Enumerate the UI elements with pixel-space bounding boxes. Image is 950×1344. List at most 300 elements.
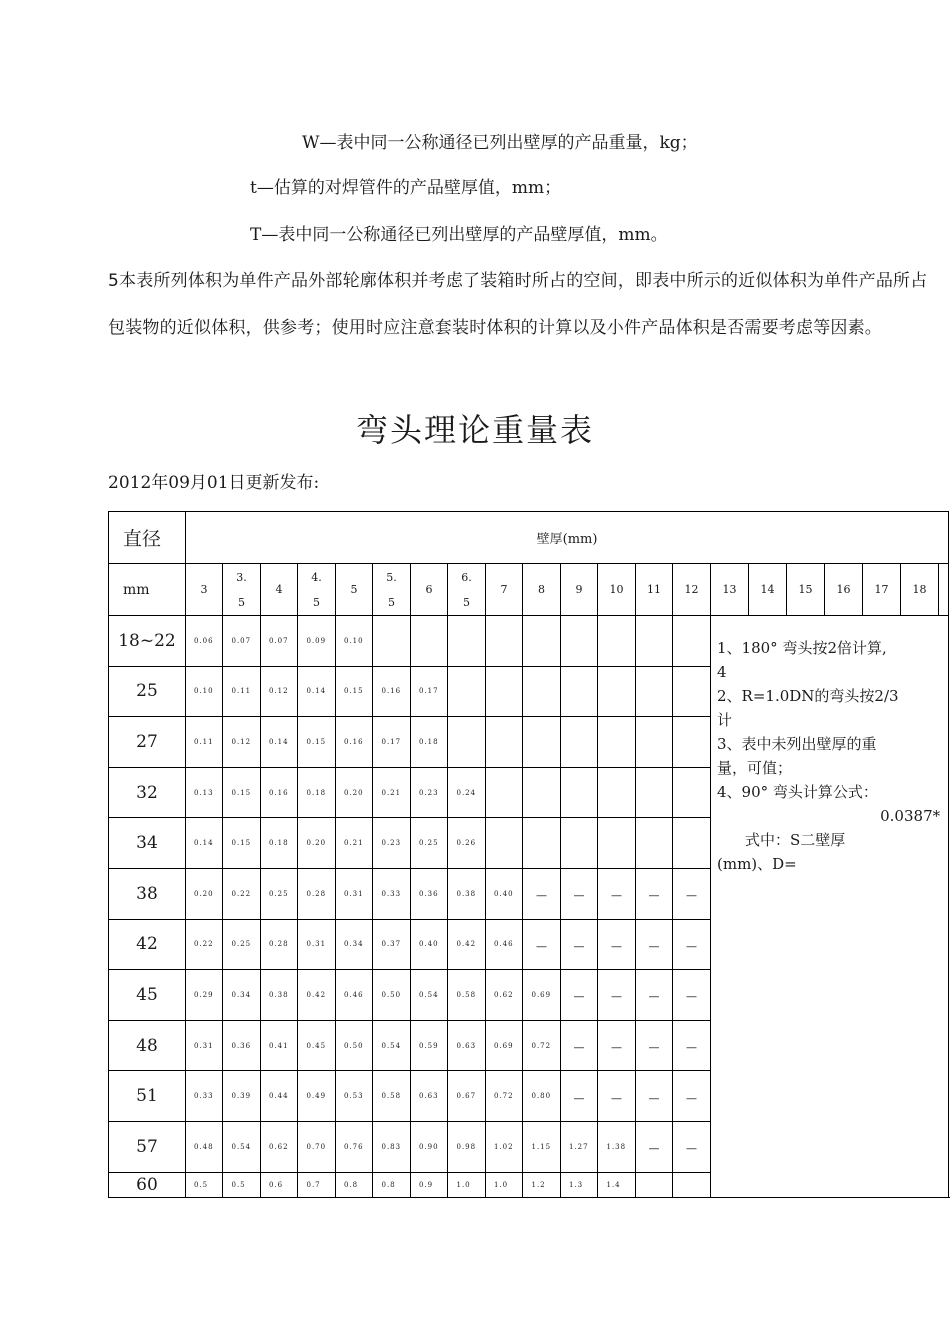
dash-value: — <box>686 1041 697 1055</box>
weight-value: 0.17 <box>381 737 402 746</box>
weight-cell <box>561 818 598 869</box>
weight-cell <box>561 1020 598 1071</box>
thickness-value: 3.5 <box>236 570 247 609</box>
unit-label: mm <box>109 564 186 616</box>
weight-cell <box>523 1020 561 1071</box>
thickness-col-header <box>598 564 636 616</box>
weight-value: 0.83 <box>381 1142 402 1151</box>
weight-cell <box>261 717 298 768</box>
weight-value: 0.17 <box>419 687 439 696</box>
thickness-col-header <box>825 564 863 616</box>
weight-value: 0.53 <box>344 1092 364 1101</box>
thickness-col-header <box>411 564 448 616</box>
weight-cell <box>636 868 673 919</box>
thickness-col-header <box>636 564 673 616</box>
weight-cell <box>411 1121 448 1172</box>
weight-value: 0.16 <box>344 737 364 746</box>
weight-value: 0.11 <box>231 687 252 696</box>
weight-value: 0.58 <box>456 990 477 999</box>
thickness-value: 4 <box>275 583 283 596</box>
weight-value: 0.07 <box>269 636 289 645</box>
thickness-col-header <box>749 564 787 616</box>
weight-value: 0.6 <box>269 1180 284 1189</box>
diameter-header: 直径 <box>109 512 186 564</box>
dash-value: — <box>573 889 585 903</box>
weight-cell <box>523 616 561 667</box>
weight-cell <box>261 666 298 717</box>
weight-cell <box>561 616 598 667</box>
weight-value: 0.24 <box>456 788 477 797</box>
weight-cell <box>373 1020 411 1071</box>
thickness-col-header <box>711 564 749 616</box>
note-line: 4、90° 弯头计算公式： <box>717 783 878 801</box>
weight-value: 0.90 <box>419 1142 439 1151</box>
weight-cell <box>523 1172 561 1197</box>
weight-cell <box>223 919 261 970</box>
weight-cell <box>373 1071 411 1122</box>
weight-value: 0.34 <box>344 940 364 949</box>
weight-cell <box>373 970 411 1021</box>
weight-value: 0.54 <box>381 1041 402 1050</box>
dash-value: — <box>611 990 622 1004</box>
weight-cell <box>261 919 298 970</box>
weight-cell <box>673 970 711 1021</box>
weight-cell <box>298 1071 336 1122</box>
weight-cell <box>411 1071 448 1122</box>
weight-value: 0.10 <box>194 687 214 696</box>
weight-cell <box>223 970 261 1021</box>
weight-cell <box>223 1020 261 1071</box>
weight-cell <box>336 616 373 667</box>
weight-cell <box>411 868 448 919</box>
dash-value: — <box>573 939 585 953</box>
weight-value: 1.4 <box>606 1180 621 1189</box>
weight-cell <box>186 767 223 818</box>
dash-value: — <box>686 990 697 1004</box>
thickness-col-header <box>486 564 523 616</box>
weight-value: 0.62 <box>494 990 514 999</box>
weight-value: 0.37 <box>381 940 402 949</box>
weight-value: 0.38 <box>269 990 289 999</box>
weight-cell <box>411 666 448 717</box>
weight-cell <box>636 970 673 1021</box>
dash-value: — <box>648 1142 660 1156</box>
weight-cell <box>598 970 636 1021</box>
note-line: 1、180° 弯头按2倍计算, <box>717 639 887 657</box>
weight-cell <box>636 818 673 869</box>
weight-cell <box>448 818 486 869</box>
weight-cell <box>598 767 636 818</box>
thickness-header: 壁厚(mm) <box>186 512 949 564</box>
weight-value: 0.23 <box>381 839 402 848</box>
weight-value: 0.70 <box>306 1142 327 1151</box>
weight-cell <box>523 666 561 717</box>
weight-cell <box>673 1172 711 1197</box>
weight-cell <box>336 666 373 717</box>
weight-cell <box>298 1121 336 1172</box>
weight-cell <box>411 970 448 1021</box>
weight-cell <box>298 767 336 818</box>
thickness-col-header <box>787 564 825 616</box>
diameter-cell: 25 <box>109 666 186 717</box>
weight-value: 0.11 <box>194 737 214 746</box>
note-line: 量，可值； <box>717 759 793 777</box>
table-row <box>109 616 949 667</box>
dash-value: — <box>611 939 622 953</box>
weight-value: 0.69 <box>494 1041 514 1050</box>
weight-cell <box>523 818 561 869</box>
weight-cell <box>373 868 411 919</box>
weight-cell <box>561 970 598 1021</box>
weight-cell <box>411 1172 448 1197</box>
weight-value: 0.26 <box>456 839 477 848</box>
weight-value: 0.20 <box>194 889 214 898</box>
weight-value: 0.40 <box>494 889 514 898</box>
weight-cell <box>486 970 523 1021</box>
diameter-cell: 45 <box>109 970 186 1021</box>
weight-value: 1.0 <box>494 1180 509 1189</box>
weight-cell <box>186 616 223 667</box>
weight-value: 0.49 <box>306 1092 327 1101</box>
weight-cell <box>336 868 373 919</box>
weight-cell <box>486 818 523 869</box>
weight-cell <box>636 666 673 717</box>
weight-cell <box>411 818 448 869</box>
weight-cell <box>411 1020 448 1071</box>
weight-value: 0.8 <box>381 1180 396 1189</box>
weight-cell <box>486 1172 523 1197</box>
weight-cell <box>598 868 636 919</box>
weight-value: 1.15 <box>531 1142 552 1151</box>
thickness-value: 6.5 <box>461 570 472 609</box>
weight-value: 1.2 <box>531 1180 546 1189</box>
thickness-value: 7 <box>500 583 508 596</box>
weight-cell <box>261 1071 298 1122</box>
dash-value: — <box>573 1041 585 1055</box>
weight-cell <box>673 767 711 818</box>
weight-value: 0.39 <box>231 1092 252 1101</box>
weight-cell <box>336 1020 373 1071</box>
diameter-cell: 32 <box>109 767 186 818</box>
weight-cell <box>523 919 561 970</box>
weight-value: 0.25 <box>269 889 289 898</box>
weight-cell <box>486 1020 523 1071</box>
weight-value: 0.40 <box>419 940 439 949</box>
weight-value: 0.9 <box>419 1180 434 1189</box>
weight-cell <box>261 1172 298 1197</box>
weight-cell <box>561 767 598 818</box>
thickness-value: 15 <box>798 583 813 596</box>
weight-value: 0.13 <box>194 788 214 797</box>
weight-cell <box>523 767 561 818</box>
thickness-value: 12 <box>684 583 699 596</box>
note-line: (mm)、D= <box>717 855 797 873</box>
weight-cell <box>523 970 561 1021</box>
weight-cell <box>336 1172 373 1197</box>
weight-cell <box>298 818 336 869</box>
note-5: 5本表所列体积为单件产品外部轮廓体积并考虑了装箱时所占的空间，即表中所示的近似体积为单件产品所占包装物的近似体积，供参考；使用时应注意套装时体积的计算以及小件产品体积是否需要考虑等因素。 <box>108 271 928 338</box>
thickness-col-header <box>261 564 298 616</box>
weight-cell <box>598 1071 636 1122</box>
weight-cell <box>298 970 336 1021</box>
weight-value: 0.59 <box>419 1041 439 1050</box>
weight-value: 0.33 <box>381 889 402 898</box>
weight-cell <box>561 1121 598 1172</box>
weight-cell <box>373 616 411 667</box>
weight-cell <box>223 616 261 667</box>
thickness-col-header <box>901 564 939 616</box>
weight-cell <box>598 919 636 970</box>
weight-value: 0.15 <box>344 687 364 696</box>
weight-cell <box>336 919 373 970</box>
weight-cell <box>448 1020 486 1071</box>
weight-value: 0.12 <box>269 687 289 696</box>
weight-cell <box>298 1020 336 1071</box>
weight-value: 0.72 <box>531 1041 552 1050</box>
weight-cell <box>486 666 523 717</box>
dash-value: — <box>648 1091 660 1105</box>
weight-value: 0.46 <box>344 990 364 999</box>
weight-cell <box>261 1121 298 1172</box>
weight-cell <box>673 1121 711 1172</box>
weight-cell <box>411 767 448 818</box>
weight-value: 0.31 <box>344 889 364 898</box>
thickness-col-header <box>523 564 561 616</box>
weight-cell <box>486 767 523 818</box>
weight-value: 0.98 <box>456 1142 477 1151</box>
weight-cell <box>186 818 223 869</box>
weight-cell <box>523 1071 561 1122</box>
weight-value: 0.76 <box>344 1142 364 1151</box>
weight-cell <box>448 868 486 919</box>
weight-cell <box>223 666 261 717</box>
weight-cell <box>673 666 711 717</box>
weight-value: 0.16 <box>269 788 289 797</box>
weight-value: 0.18 <box>419 737 439 746</box>
weight-cell <box>561 868 598 919</box>
diameter-cell: 60 <box>109 1172 186 1197</box>
thickness-value: 9 <box>575 583 583 596</box>
dash-value: — <box>611 1091 622 1105</box>
dash-value: — <box>648 990 660 1004</box>
weight-cell <box>561 919 598 970</box>
weight-value: 0.23 <box>419 788 439 797</box>
weight-cell <box>298 616 336 667</box>
weight-value: 1.0 <box>456 1180 471 1189</box>
weight-value: 0.8 <box>344 1180 359 1189</box>
weight-value: 0.63 <box>456 1041 477 1050</box>
weight-cell <box>411 919 448 970</box>
weight-value: 0.18 <box>306 788 327 797</box>
weight-cell <box>298 666 336 717</box>
thickness-col-header <box>448 564 486 616</box>
weight-cell <box>523 1121 561 1172</box>
thickness-value: 8 <box>538 583 545 596</box>
note-line: 计 <box>717 711 733 729</box>
weight-cell <box>261 818 298 869</box>
weight-value: 0.29 <box>194 990 214 999</box>
weight-cell <box>223 1172 261 1197</box>
weight-cell <box>223 767 261 818</box>
weight-cell <box>598 616 636 667</box>
weight-cell <box>523 717 561 768</box>
weight-cell <box>486 868 523 919</box>
weight-value: 0.67 <box>456 1092 477 1101</box>
weight-cell <box>636 1020 673 1071</box>
weight-cell <box>523 868 561 919</box>
thickness-value: 4.5 <box>311 570 322 609</box>
weight-value: 0.07 <box>231 636 252 645</box>
weight-value: 0.15 <box>306 737 327 746</box>
weight-cell <box>486 717 523 768</box>
weight-cell <box>561 1071 598 1122</box>
weight-cell <box>673 818 711 869</box>
weight-value: 0.21 <box>381 788 402 797</box>
weight-value: 0.09 <box>306 636 327 645</box>
definition-w: W—表中同一公称通径已列出壁厚的产品重量，kg； <box>302 133 698 153</box>
weight-value: 0.20 <box>306 839 327 848</box>
weight-value: 0.34 <box>231 990 252 999</box>
weight-value: 0.5 <box>231 1180 246 1189</box>
weight-value: 0.44 <box>269 1092 289 1101</box>
weight-value: 0.14 <box>269 737 289 746</box>
weight-cell <box>373 1172 411 1197</box>
weight-value: 0.54 <box>231 1142 252 1151</box>
weight-value: 1.02 <box>494 1142 514 1151</box>
definition-t: t—估算的对焊管件的产品壁厚值，mm； <box>250 178 562 198</box>
thickness-value: 5 <box>350 583 358 596</box>
thickness-col-header <box>373 564 411 616</box>
notes-cell <box>711 616 949 1198</box>
weight-cell <box>261 616 298 667</box>
weight-cell <box>336 818 373 869</box>
weight-cell <box>561 666 598 717</box>
weight-table <box>108 511 949 1198</box>
weight-cell <box>448 1071 486 1122</box>
weight-cell <box>448 970 486 1021</box>
weight-value: 0.48 <box>194 1142 214 1151</box>
weight-value: 1.3 <box>569 1180 584 1189</box>
thickness-value: 14 <box>760 583 775 596</box>
weight-value: 0.42 <box>456 940 477 949</box>
weight-value: 0.18 <box>269 839 289 848</box>
thickness-col-header <box>223 564 261 616</box>
dash-value: — <box>686 889 697 903</box>
weight-cell <box>673 616 711 667</box>
weight-value: 0.5 <box>194 1180 209 1189</box>
thickness-value: 6 <box>425 583 433 596</box>
definition-T: T—表中同一公称通径已列出壁厚的产品壁厚值，mm。 <box>250 225 668 245</box>
page-title: 弯头理论重量表 <box>355 411 594 449</box>
weight-value: 0.69 <box>531 990 552 999</box>
dash-value: — <box>536 889 547 903</box>
weight-value: 0.28 <box>306 889 327 898</box>
weight-cell <box>636 1071 673 1122</box>
weight-value: 0.15 <box>231 788 252 797</box>
weight-cell <box>336 970 373 1021</box>
weight-cell <box>448 666 486 717</box>
weight-cell <box>448 1172 486 1197</box>
weight-value: 0.54 <box>419 990 439 999</box>
weight-value: 0.16 <box>381 687 402 696</box>
diameter-cell: 51 <box>109 1071 186 1122</box>
weight-value: 0.62 <box>269 1142 289 1151</box>
weight-cell <box>261 767 298 818</box>
weight-cell <box>561 717 598 768</box>
weight-cell <box>223 868 261 919</box>
diameter-cell: 48 <box>109 1020 186 1071</box>
weight-cell <box>186 1121 223 1172</box>
weight-cell <box>223 1121 261 1172</box>
dash-value: — <box>573 990 585 1004</box>
weight-value: 0.22 <box>194 940 214 949</box>
weight-cell <box>636 1121 673 1172</box>
note-line: 2、R=1.0DN的弯头按2/3 <box>717 687 899 705</box>
weight-value: 0.50 <box>344 1041 364 1050</box>
dash-value: — <box>611 889 622 903</box>
weight-cell <box>636 717 673 768</box>
weight-cell <box>673 717 711 768</box>
weight-cell <box>223 717 261 768</box>
thickness-value: 10 <box>609 583 624 596</box>
weight-value: 0.72 <box>494 1092 514 1101</box>
weight-cell <box>486 1121 523 1172</box>
thickness-col-header <box>186 564 223 616</box>
thickness-value: 18 <box>912 583 927 596</box>
weight-value: 0.41 <box>269 1041 289 1050</box>
weight-cell <box>261 1020 298 1071</box>
thickness-value: 3 <box>200 583 208 596</box>
weight-cell <box>373 818 411 869</box>
dash-value: — <box>686 1142 697 1156</box>
thickness-value: 11 <box>647 583 661 596</box>
weight-value: 0.14 <box>194 839 214 848</box>
thickness-value: 5.5 <box>386 570 397 609</box>
publish-date: 2012年09月01日更新发布: <box>108 473 320 493</box>
weight-cell <box>673 1020 711 1071</box>
weight-value: 0.20 <box>344 788 364 797</box>
dash-value: — <box>648 1041 660 1055</box>
weight-value: 0.63 <box>419 1092 439 1101</box>
weight-value: 0.12 <box>231 737 252 746</box>
weight-cell <box>411 616 448 667</box>
weight-value: 0.36 <box>419 889 439 898</box>
thickness-value: 16 <box>836 583 851 596</box>
note-line: 3、表中未列出壁厚的重 <box>717 735 877 753</box>
weight-cell <box>448 767 486 818</box>
weight-cell <box>486 616 523 667</box>
table-edge-cell <box>939 564 949 616</box>
weight-cell <box>598 1121 636 1172</box>
weight-value: 0.80 <box>531 1092 552 1101</box>
weight-cell <box>186 666 223 717</box>
weight-value: 0.42 <box>306 990 327 999</box>
dash-value: — <box>573 1091 585 1105</box>
weight-cell <box>186 970 223 1021</box>
weight-cell <box>598 1020 636 1071</box>
weight-value: 0.25 <box>419 839 439 848</box>
weight-cell <box>261 868 298 919</box>
weight-cell <box>373 767 411 818</box>
weight-value: 0.21 <box>344 839 364 848</box>
weight-value: 1.27 <box>569 1142 589 1151</box>
weight-cell <box>186 919 223 970</box>
weight-cell <box>448 616 486 667</box>
dash-value: — <box>686 939 697 953</box>
weight-cell <box>186 1020 223 1071</box>
diameter-cell: 18~22 <box>109 616 186 667</box>
weight-cell <box>298 717 336 768</box>
